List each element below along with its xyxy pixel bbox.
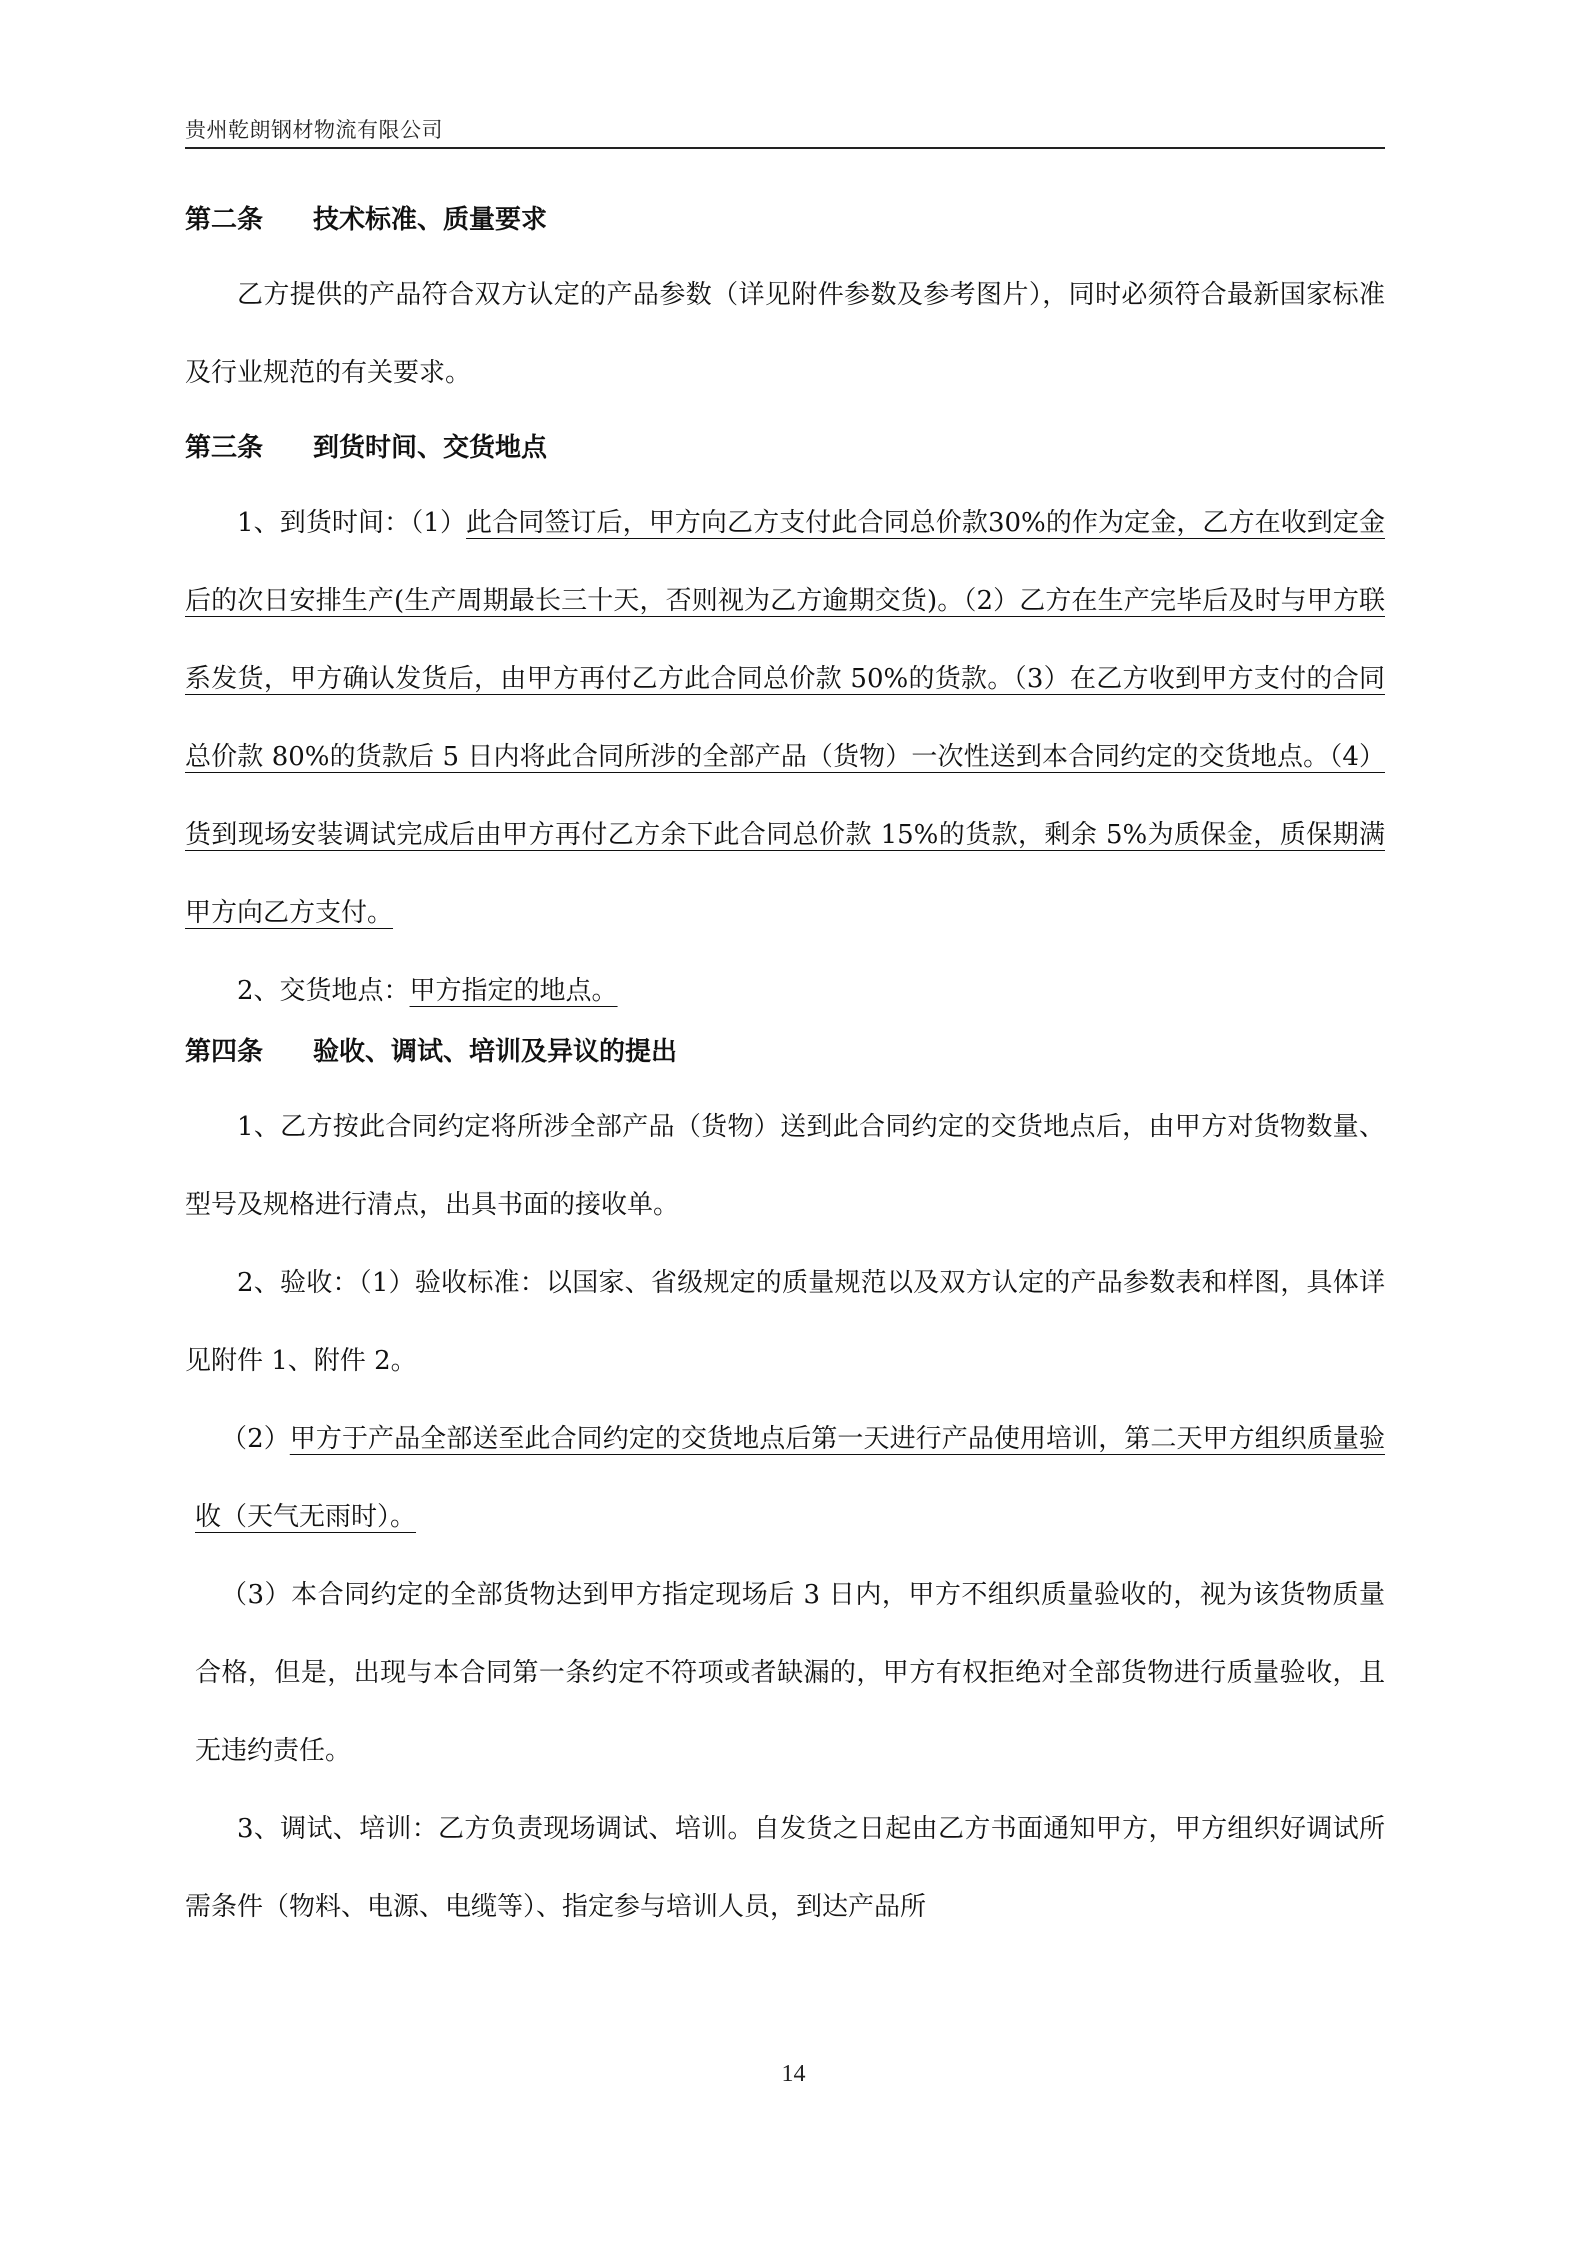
article-3-paragraph-2 — [185, 952, 1385, 1030]
article-4-paragraph-1: 1、乙方按此合同约定将所涉全部产品（货物）送到此合同约定的交货地点后，由甲方对货物数量、型号及规格进行清点，出具书面的接收单。 — [185, 1112, 1385, 1220]
article-3-heading — [185, 428, 1385, 468]
article-4-paragraph-3 — [185, 1400, 1385, 1556]
article-2-number: 第二条 — [185, 205, 264, 235]
article-4-title: 验收、调试、培训及异议的提出 — [313, 1037, 678, 1067]
article-4-heading — [185, 1032, 1385, 1072]
inspection-item-2-terms: 甲方于产品全部送至此合同约定的交货地点后第一天进行产品使用培训，第二天甲方组织质量验收（天气无雨时）。 — [195, 1424, 1385, 1532]
article-2-paragraph-1: 乙方提供的产品符合双方认定的产品参数（详见附件参数及参考图片），同时必须符合最新国家标准及行业规范的有关要求。 — [185, 280, 1385, 388]
page-number: 14 — [781, 2061, 806, 2087]
delivery-place-value: 甲方指定的地点。 — [409, 976, 618, 1006]
header-divider — [185, 147, 1385, 149]
delivery-time-lead: 1、到货时间：（1） — [237, 508, 467, 538]
article-2-title: 技术标准、质量要求 — [313, 205, 548, 235]
article-2-heading — [185, 200, 1385, 240]
article-4-number: 第四条 — [185, 1037, 264, 1067]
inspection-item-2-lead: （2） — [221, 1424, 290, 1454]
article-3-number: 第三条 — [185, 433, 264, 463]
article-4-paragraph-2: 2、验收：（1）验收标准：以国家、省级规定的质量规范以及双方认定的产品参数表和样图，具体详见附件 1、附件 2。 — [185, 1268, 1385, 1376]
delivery-time-terms: 此合同签订后，甲方向乙方支付此合同总价款30%的作为定金，乙方在收到定金后的次日安排生产(生产周期最长三十天，否则视为乙方逾期交货)。（2）乙方在生产完毕后及时与甲方联系发货，甲方确认发货后，由甲方再付乙方此合同总价款 50%的货款。（3）在乙方收到甲方支付的合同总价款 80%的货款后 5 日内将此合同所涉的全部产品（货物）一次性送到本合同约定的交货地点。（4）货到现场安装调试完成后由甲方再付乙方余下此合同总价款 15%的货款，剩余 5%为质保金，质保期满甲方向乙方支付。 — [185, 508, 1385, 928]
article-4-paragraph-4: （3）本合同约定的全部货物达到甲方指定现场后 3 日内，甲方不组织质量验收的，视为该货物质量合格，但是，出现与本合同第一条约定不符项或者缺漏的，甲方有权拒绝对全部货物进行质量验收，且无违约责任。 — [195, 1580, 1385, 1766]
article-3-paragraph-1 — [185, 484, 1385, 952]
article-3-title: 到货时间、交货地点 — [313, 433, 548, 463]
header-company-name: 贵州乾朗钢材物流有限公司 — [185, 118, 443, 142]
document-body — [185, 200, 1385, 1946]
delivery-place-lead: 2、交货地点： — [237, 976, 410, 1006]
article-4-paragraph-5: 3、调试、培训：乙方负责现场调试、培训。自发货之日起由乙方书面通知甲方，甲方组织好调试所需条件（物料、电源、电缆等）、指定参与培训人员，到达产品所 — [185, 1814, 1385, 1922]
